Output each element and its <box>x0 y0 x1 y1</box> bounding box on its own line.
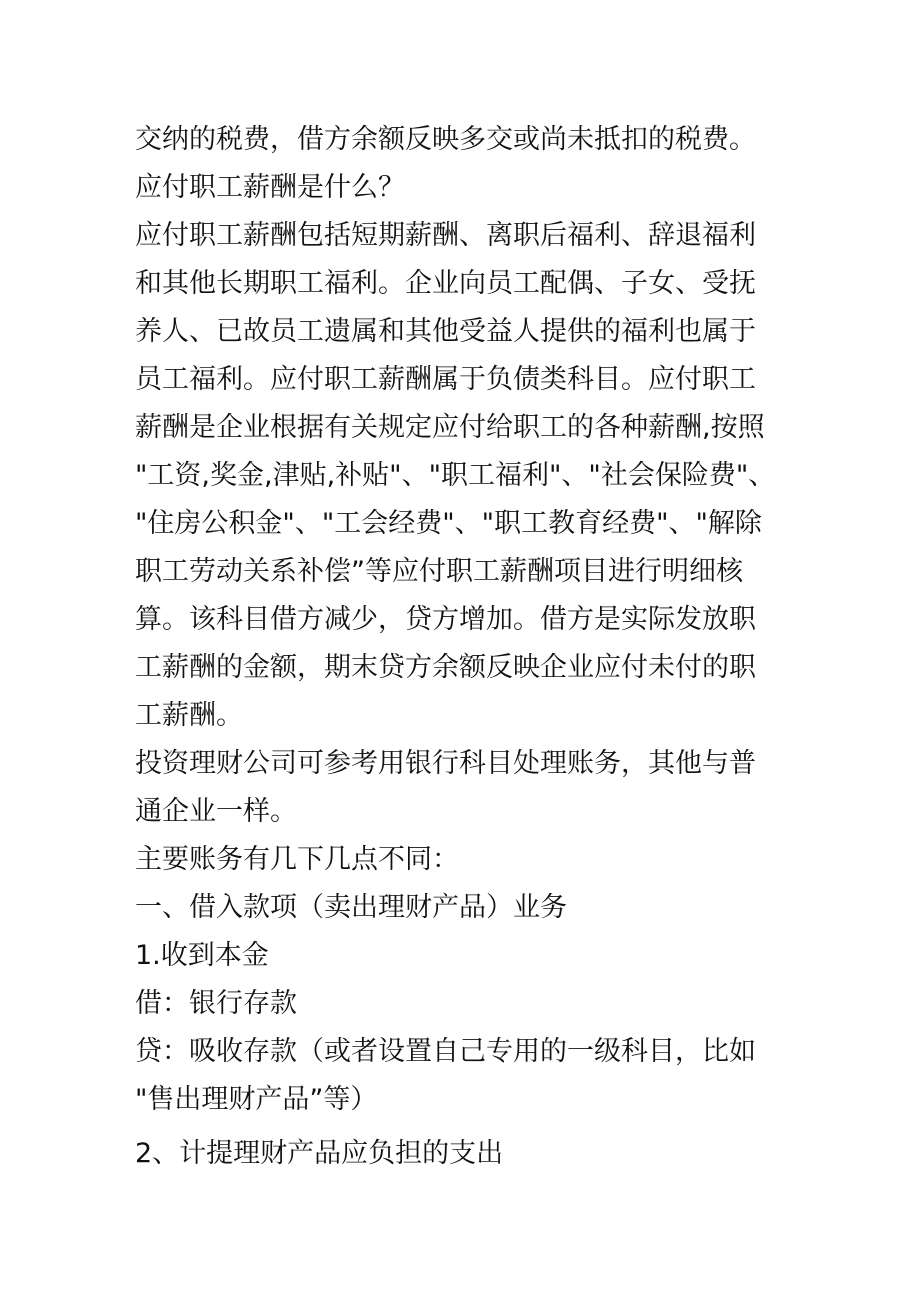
text-line: 2、计提理财产品应负担的支出 <box>135 1138 504 1169</box>
text-line: "工资,奖金,津贴,补贴"、"职工福利"、"社会保险费"、 <box>135 460 776 491</box>
document-body <box>135 116 795 1178</box>
text-line: 员工福利。应付职工薪酬属于负债类科目。应付职工 <box>135 364 756 395</box>
text-line: 一、借入款项（卖出理财产品）业务 <box>135 892 567 923</box>
text-line: 1.收到本金 <box>135 940 269 971</box>
text-line: 投资理财公司可参考用银行科目处理账务，其他与普 <box>135 748 756 779</box>
text-line: 应付职工薪酬是什么？ <box>135 172 405 203</box>
text-line: 应付职工薪酬包括短期薪酬、离职后福利、辞退福利 <box>135 220 756 251</box>
text-line: 工薪酬。 <box>135 700 243 731</box>
text-line: 养人、已故员工遗属和其他受益人提供的福利也属于 <box>135 316 756 347</box>
text-line: 工薪酬的金额，期末贷方余额反映企业应付未付的职 <box>135 652 756 683</box>
text-line: 和其他长期职工福利。企业向员工配偶、子女、受抚 <box>135 268 756 299</box>
text-line: 算。该科目借方减少，贷方增加。借方是实际发放职 <box>135 604 756 635</box>
text-line: 主要账务有几下几点不同： <box>135 844 459 875</box>
text-line: 交纳的税费，借方余额反映多交或尚未抵扣的税费。 <box>135 124 756 155</box>
text-line: "住房公积金"、"工会经费"、"职工教育经费"、"解除 <box>135 508 762 539</box>
text-line: 通企业一样。 <box>135 796 297 827</box>
text-line: 职工劳动关系补偿”等应付职工薪酬项目进行明细核 <box>135 556 743 587</box>
text-line: "售出理财产品”等） <box>135 1084 378 1115</box>
text-line: 薪酬是企业根据有关规定应付给职工的各种薪酬,按照 <box>135 412 765 443</box>
text-line: 借：银行存款 <box>135 988 297 1019</box>
text-line: 贷：吸收存款（或者设置自己专用的一级科目，比如 <box>135 1036 756 1067</box>
